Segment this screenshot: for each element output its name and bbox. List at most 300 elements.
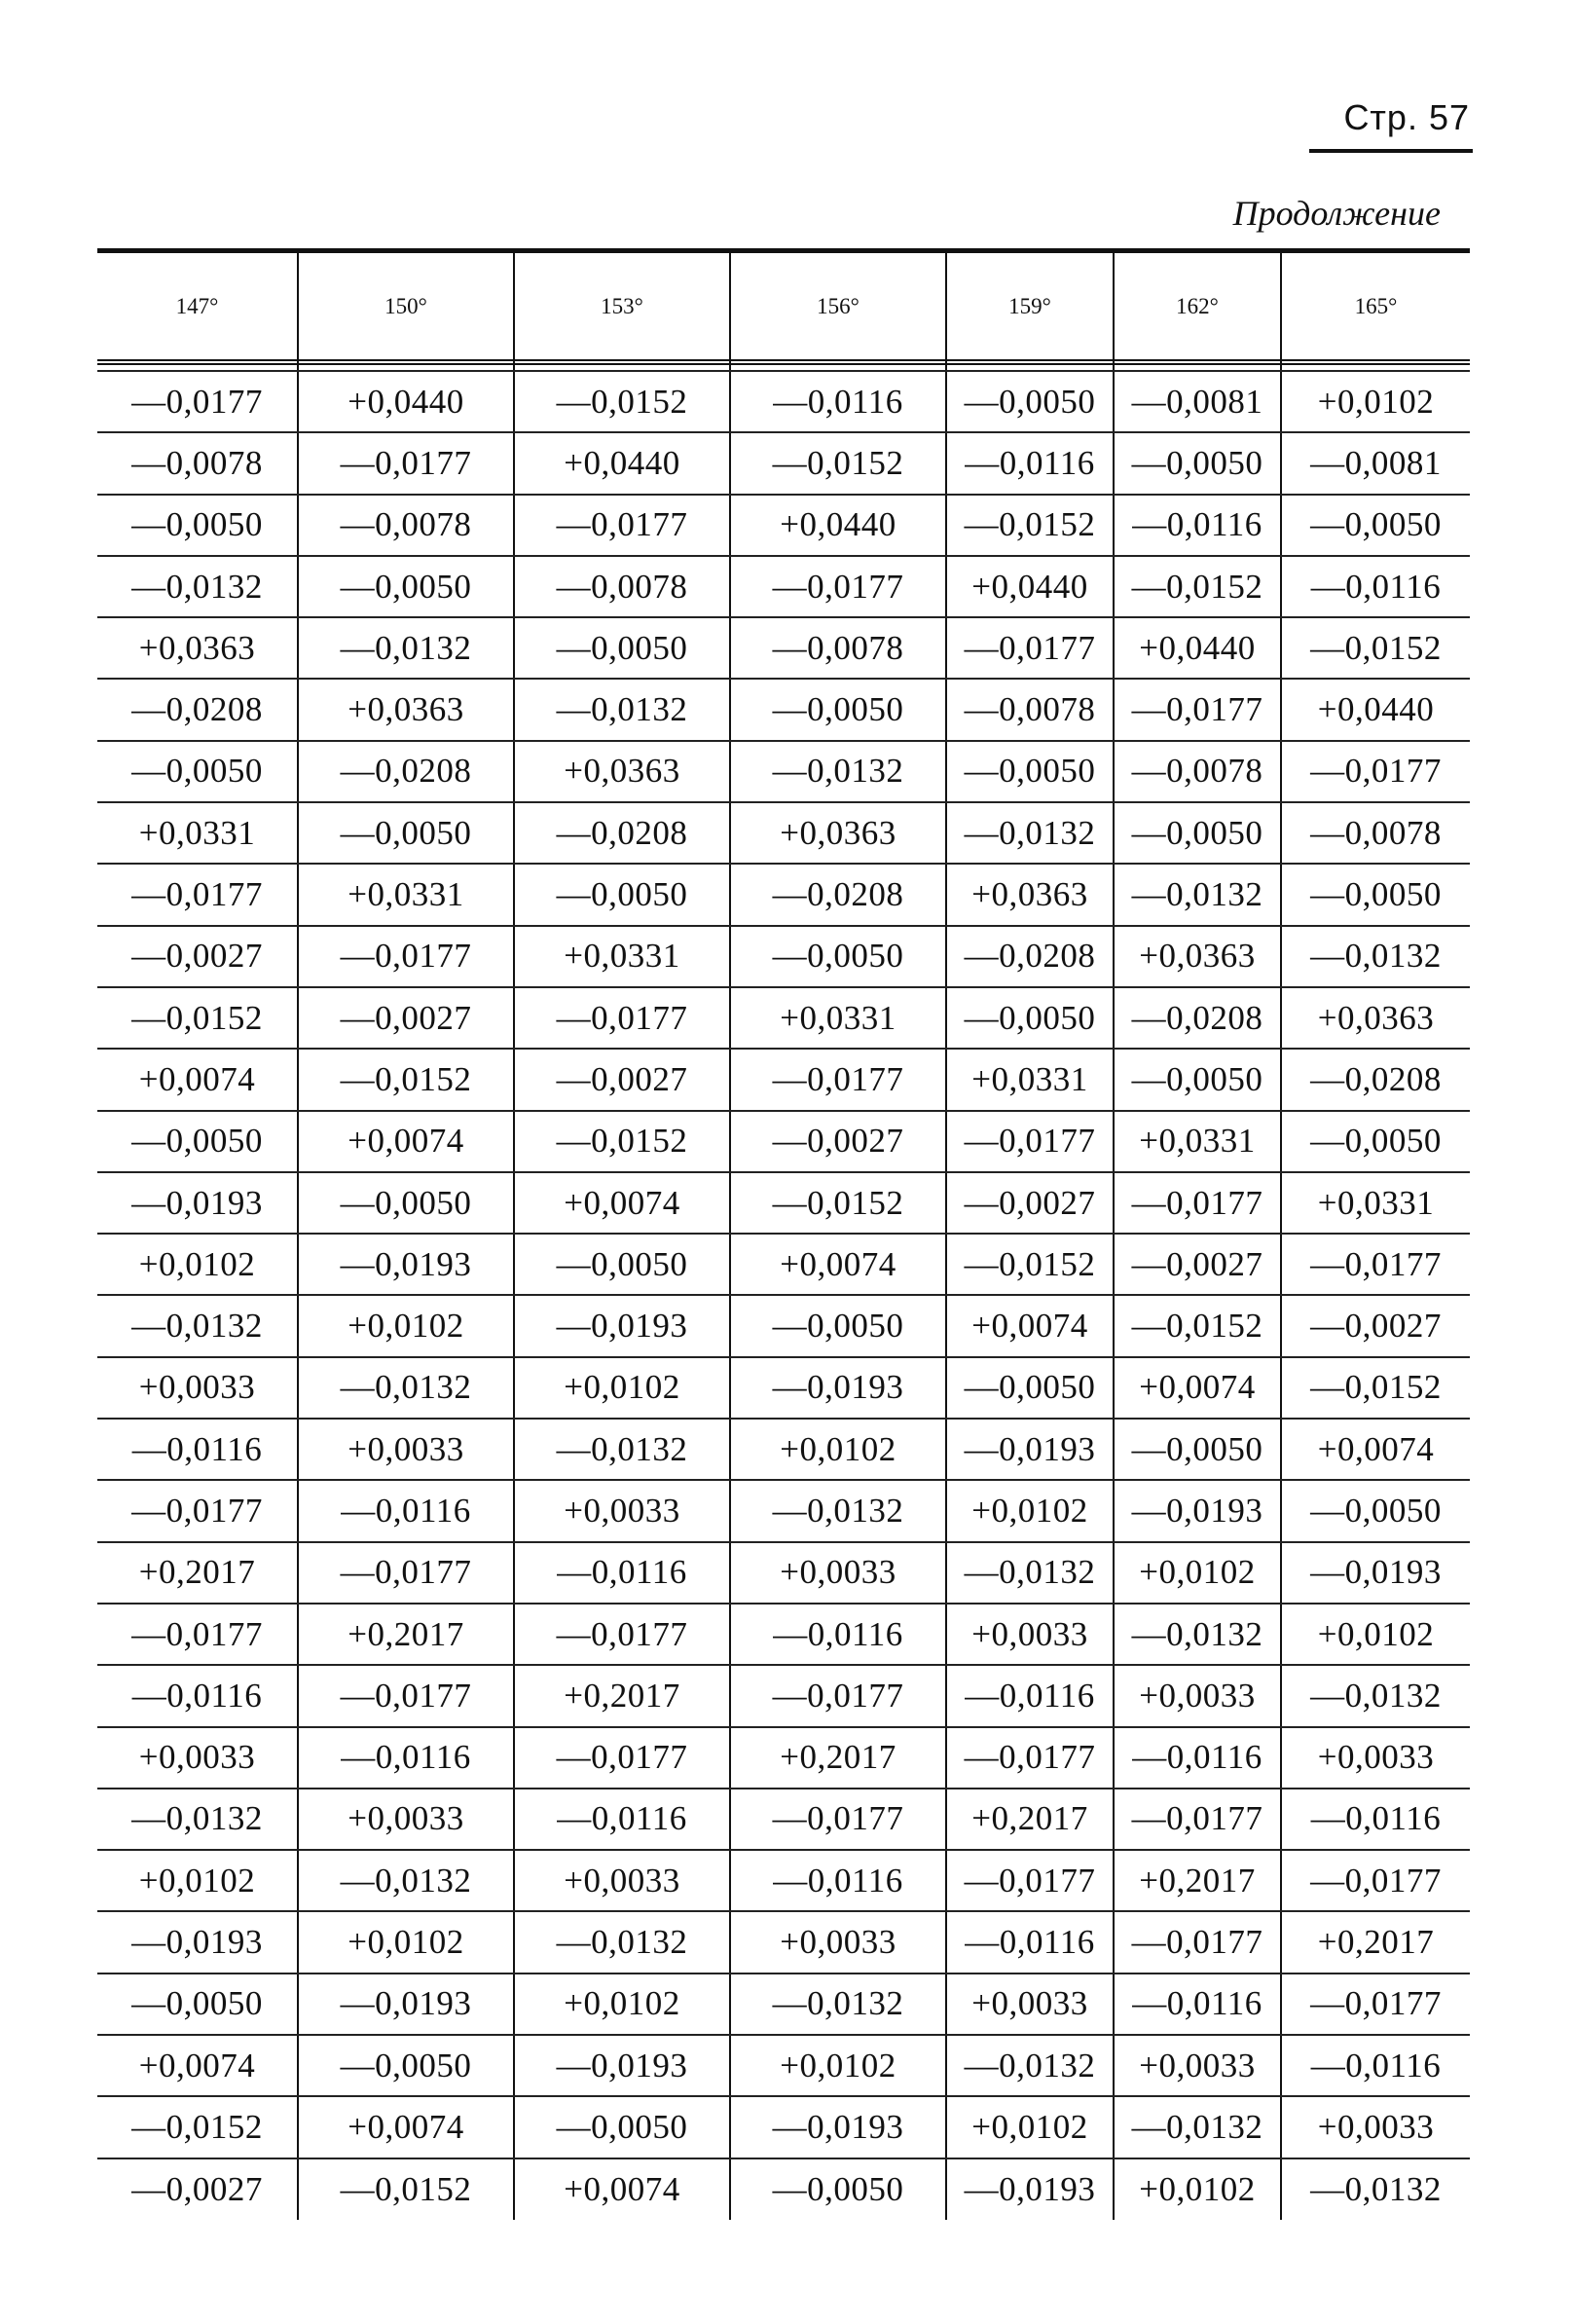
table-cell [1114, 802, 1281, 864]
table-cell [298, 679, 514, 740]
cell-value: —0,0132 [340, 1861, 472, 1900]
cell-value: —0,0116 [1132, 1984, 1262, 2023]
table-cell [514, 1172, 730, 1234]
cell-value: +0,0102 [1317, 1614, 1435, 1653]
table-cell [514, 1974, 730, 2035]
table-cell [97, 987, 298, 1049]
cell-value: +0,0102 [348, 1923, 464, 1962]
cell-value: —0,0027 [772, 1122, 904, 1161]
table-cell [946, 1911, 1114, 1973]
column-header: 159° [946, 253, 1114, 359]
continuation-label: Продолжение [1232, 194, 1441, 233]
table-cell [97, 1049, 298, 1110]
table-cell [298, 1357, 514, 1419]
cell-value: —0,0177 [1310, 1244, 1442, 1283]
cell-value: —0,0208 [340, 752, 472, 791]
table-cell [298, 1974, 514, 2035]
cell-value: —0,0208 [556, 813, 688, 852]
table-row [97, 1604, 1470, 1665]
table-cell [298, 556, 514, 617]
table-cell [514, 1604, 730, 1665]
column-header: 156° [730, 253, 946, 359]
cell-value: +0,0363 [1317, 998, 1435, 1037]
table-cell [298, 1172, 514, 1234]
table-row [97, 2035, 1470, 2096]
table-cell [298, 926, 514, 987]
table-cell [1281, 987, 1470, 1049]
cell-value: —0,0193 [340, 1984, 472, 2023]
table-cell [514, 1295, 730, 1356]
cell-value: +0,0102 [138, 1244, 256, 1283]
cell-value: +0,0331 [1139, 1122, 1256, 1161]
table-cell [946, 1850, 1114, 1911]
table-cell [298, 2158, 514, 2220]
table-cell [298, 1542, 514, 1604]
cell-value: —0,0050 [772, 937, 904, 976]
cell-value: —0,0027 [340, 998, 472, 1037]
spacer-cell [946, 359, 1114, 371]
table-cell [1281, 2096, 1470, 2158]
cell-value: —0,0193 [556, 2046, 688, 2084]
cell-value: +0,0074 [971, 1307, 1088, 1346]
cell-value: +0,2017 [348, 1614, 464, 1653]
cell-value: —0,0177 [340, 443, 472, 482]
cell-value: +0,0074 [780, 1244, 896, 1283]
cell-value: —0,0116 [131, 1429, 263, 1468]
table-cell [298, 371, 514, 432]
cell-value: +0,0033 [348, 1799, 464, 1838]
cell-value: —0,0078 [556, 567, 688, 606]
cell-value: —0,0050 [964, 752, 1096, 791]
table-cell [1281, 679, 1470, 740]
cell-value: —0,0132 [340, 1368, 472, 1407]
table-cell [97, 926, 298, 987]
cell-value: —0,0050 [1131, 1429, 1263, 1468]
table-cell [298, 1295, 514, 1356]
table-cell [730, 495, 946, 556]
cell-value: —0,0050 [772, 2169, 904, 2208]
table-cell [97, 1789, 298, 1850]
cell-value: +0,0033 [1139, 2046, 1256, 2084]
table-cell [514, 2096, 730, 2158]
cell-value: —0,0050 [1131, 443, 1263, 482]
table-row [97, 802, 1470, 864]
cell-value: —0,0193 [772, 1368, 904, 1407]
cell-value: +0,0102 [1317, 382, 1435, 421]
cell-value: —0,0132 [131, 1799, 263, 1838]
table-cell [1281, 864, 1470, 925]
cell-value: —0,0050 [556, 2107, 688, 2146]
table-cell [1114, 495, 1281, 556]
table-cell [946, 556, 1114, 617]
cell-value: —0,0116 [557, 1553, 687, 1592]
table-cell [946, 495, 1114, 556]
cell-value: —0,0027 [131, 2169, 263, 2208]
cell-value: —0,0132 [964, 1553, 1096, 1592]
cell-value: —0,0050 [131, 1122, 263, 1161]
cell-value: —0,0078 [1131, 752, 1263, 791]
table-cell [730, 1665, 946, 1726]
table-cell [1114, 1172, 1281, 1234]
cell-value: —0,0116 [965, 443, 1095, 482]
table-cell [1114, 1789, 1281, 1850]
table-cell [514, 1357, 730, 1419]
table-cell [946, 1974, 1114, 2035]
cell-value: —0,0050 [556, 875, 688, 914]
cell-value: —0,0116 [341, 1738, 471, 1777]
table-cell [298, 617, 514, 679]
cell-value: —0,0050 [556, 628, 688, 667]
table-cell [946, 987, 1114, 1049]
table-cell [97, 1295, 298, 1356]
cell-value: —0,0152 [556, 382, 688, 421]
table-cell [1281, 1357, 1470, 1419]
table-cell [1114, 1665, 1281, 1726]
cell-value: +0,0102 [564, 1984, 680, 2023]
table-cell [1281, 1172, 1470, 1234]
table-cell [1281, 1542, 1470, 1604]
cell-value: +0,0102 [971, 2107, 1088, 2146]
cell-value: +0,0074 [564, 2169, 680, 2208]
table-cell [1281, 1727, 1470, 1789]
table-row [97, 1727, 1470, 1789]
table-cell [730, 1974, 946, 2035]
cell-value: —0,0132 [1131, 1614, 1263, 1653]
cell-value: +0,0033 [780, 1553, 896, 1592]
cell-value: —0,0027 [964, 1183, 1096, 1222]
cell-value: —0,0152 [964, 1244, 1096, 1283]
cell-value: +0,0033 [138, 1368, 256, 1407]
table-row [97, 1480, 1470, 1541]
cell-value: +0,0331 [780, 998, 896, 1037]
column-header: 162° [1114, 253, 1281, 359]
cell-value: +0,2017 [780, 1738, 896, 1777]
cell-value: —0,0208 [964, 937, 1096, 976]
table-cell [946, 1357, 1114, 1419]
table-cell [514, 1850, 730, 1911]
table-cell [730, 741, 946, 802]
table-cell [730, 1727, 946, 1789]
table-cell [97, 1542, 298, 1604]
table-cell [946, 1111, 1114, 1172]
table-cell [946, 2096, 1114, 2158]
table-cell [730, 679, 946, 740]
cell-value: —0,0152 [1310, 628, 1442, 667]
table-cell [97, 1357, 298, 1419]
cell-value: —0,0177 [556, 998, 688, 1037]
table-cell [1281, 1295, 1470, 1356]
table-cell [1114, 1357, 1281, 1419]
cell-value: —0,0132 [1310, 937, 1442, 976]
table-cell [730, 926, 946, 987]
table-row [97, 1850, 1470, 1911]
table-cell [97, 1727, 298, 1789]
table-cell [946, 1727, 1114, 1789]
cell-value: +0,0102 [348, 1307, 464, 1346]
cell-value: —0,0177 [1310, 1861, 1442, 1900]
cell-value: —0,0152 [131, 2107, 263, 2146]
cell-value: —0,0193 [340, 1244, 472, 1283]
table-cell [514, 1049, 730, 1110]
table-cell [298, 987, 514, 1049]
page-number-rule [1309, 149, 1473, 153]
table-cell [1114, 1974, 1281, 2035]
cell-value: —0,0132 [556, 1923, 688, 1962]
table-cell [97, 1480, 298, 1541]
table-cell [298, 802, 514, 864]
table-cell [514, 556, 730, 617]
table-cell [730, 1604, 946, 1665]
table-cell [730, 2035, 946, 2096]
cell-value: —0,0177 [340, 1676, 472, 1715]
cell-value: —0,0116 [1310, 2046, 1442, 2084]
table-cell [298, 495, 514, 556]
cell-value: —0,0177 [131, 875, 263, 914]
table-spacer-row [97, 359, 1470, 371]
table-cell [946, 2158, 1114, 2220]
cell-value: —0,0208 [131, 690, 263, 729]
table-row [97, 495, 1470, 556]
cell-value: —0,0132 [1310, 2169, 1442, 2208]
cell-value: —0,0132 [131, 567, 263, 606]
table-cell [730, 802, 946, 864]
cell-value: —0,0050 [964, 998, 1096, 1037]
table-row [97, 926, 1470, 987]
table-cell [97, 1974, 298, 2035]
cell-value: —0,0078 [340, 505, 472, 544]
table-cell [514, 1480, 730, 1541]
cell-value: +0,0363 [780, 813, 896, 852]
table-cell [730, 1172, 946, 1234]
table-cell [514, 2158, 730, 2220]
cell-value: —0,0208 [1131, 998, 1263, 1037]
table-cell [1281, 1911, 1470, 1973]
table-cell [514, 1234, 730, 1295]
table-cell [946, 679, 1114, 740]
table-cell [514, 617, 730, 679]
table-cell [1281, 1111, 1470, 1172]
table-cell [1114, 1049, 1281, 1110]
table-cell [298, 1911, 514, 1973]
cell-value: —0,0177 [772, 1676, 904, 1715]
cell-value: +0,0363 [138, 628, 256, 667]
cell-value: +0,0033 [971, 1984, 1088, 2023]
table-cell [1114, 2158, 1281, 2220]
table-row [97, 617, 1470, 679]
table-row [97, 679, 1470, 740]
cell-value: —0,0177 [340, 1553, 472, 1592]
cell-value: +0,0331 [348, 875, 464, 914]
cell-value: —0,0050 [131, 505, 263, 544]
table-cell [298, 864, 514, 925]
cell-value: —0,0116 [131, 1676, 263, 1715]
table-row [97, 556, 1470, 617]
table-cell [946, 1604, 1114, 1665]
table-cell [1114, 1850, 1281, 1911]
cell-value: +0,0440 [348, 382, 464, 421]
table-row [97, 1111, 1470, 1172]
cell-value: —0,0177 [1131, 1799, 1263, 1838]
cell-value: —0,0132 [772, 1984, 904, 2023]
table-cell [97, 679, 298, 740]
cell-value: +0,0363 [348, 690, 464, 729]
table-cell [97, 802, 298, 864]
spacer-cell [1281, 359, 1470, 371]
cell-value: —0,0177 [1131, 1183, 1263, 1222]
table-cell [730, 1234, 946, 1295]
table-cell [946, 371, 1114, 432]
table-cell [1114, 864, 1281, 925]
table-cell [514, 987, 730, 1049]
spacer-cell [97, 359, 298, 371]
cell-value: —0,0132 [131, 1307, 263, 1346]
cell-value: —0,0081 [1310, 443, 1442, 482]
cell-value: +0,0363 [971, 875, 1088, 914]
cell-value: —0,0132 [1131, 875, 1263, 914]
table-cell [946, 1419, 1114, 1480]
cell-value: —0,0027 [1310, 1307, 1442, 1346]
cell-value: —0,0208 [1310, 1059, 1442, 1098]
table-cell [97, 1665, 298, 1726]
table-cell [946, 1049, 1114, 1110]
cell-value: +0,0440 [971, 567, 1088, 606]
table-cell [1281, 1234, 1470, 1295]
cell-value: +0,0440 [780, 505, 896, 544]
table-cell [514, 1419, 730, 1480]
table-row [97, 1357, 1470, 1419]
table-cell [298, 1850, 514, 1911]
table-cell [1281, 371, 1470, 432]
spacer-cell [514, 359, 730, 371]
table-cell [97, 371, 298, 432]
cell-value: +0,0074 [138, 2046, 256, 2084]
table-row [97, 432, 1470, 494]
table-cell [97, 1604, 298, 1665]
table-cell [97, 556, 298, 617]
table-cell [1114, 2096, 1281, 2158]
cell-value: —0,0027 [131, 937, 263, 976]
cell-value: —0,0177 [556, 1614, 688, 1653]
table-cell [730, 987, 946, 1049]
cell-value: —0,0152 [340, 2169, 472, 2208]
table-cell [1281, 1480, 1470, 1541]
cell-value: —0,0078 [1310, 813, 1442, 852]
table-cell [1114, 1234, 1281, 1295]
cell-value: —0,0050 [1310, 1122, 1442, 1161]
cell-value: —0,0050 [964, 382, 1096, 421]
cell-value: —0,0027 [1131, 1244, 1263, 1283]
page-number: Стр. 57 [1343, 97, 1470, 137]
cell-value: —0,0177 [340, 937, 472, 976]
table-cell [97, 432, 298, 494]
table-cell [514, 2035, 730, 2096]
table-cell [298, 1604, 514, 1665]
cell-value: —0,0116 [557, 1799, 687, 1838]
table-cell [1114, 556, 1281, 617]
cell-value: +0,0331 [564, 937, 680, 976]
table-cell [1114, 1419, 1281, 1480]
cell-value: +0,0331 [971, 1059, 1088, 1098]
cell-value: —0,0050 [340, 2046, 472, 2084]
table-cell [730, 1480, 946, 1541]
table-cell [514, 1789, 730, 1850]
table-row [97, 1911, 1470, 1973]
cell-value: —0,0177 [131, 1614, 263, 1653]
table-cell [946, 1234, 1114, 1295]
cell-value: +0,0331 [1317, 1183, 1435, 1222]
table-cell [730, 2096, 946, 2158]
table-body [97, 359, 1470, 2220]
table-cell [1114, 741, 1281, 802]
cell-value: +0,0033 [564, 1861, 680, 1900]
cell-value: +0,0102 [1139, 2169, 1256, 2208]
table-row [97, 2158, 1470, 2220]
cell-value: +0,0033 [780, 1923, 896, 1962]
table-cell [97, 2035, 298, 2096]
table-cell [946, 1542, 1114, 1604]
spacer-cell [298, 359, 514, 371]
cell-value: —0,0193 [964, 1429, 1096, 1468]
cell-value: +0,0440 [1317, 690, 1435, 729]
cell-value: —0,0050 [1310, 1491, 1442, 1530]
cell-value: +0,0074 [348, 1122, 464, 1161]
cell-value: —0,0193 [131, 1923, 263, 1962]
table-cell [97, 2096, 298, 2158]
cell-value: —0,0027 [556, 1059, 688, 1098]
table-cell [298, 2096, 514, 2158]
cell-value: —0,0050 [340, 1183, 472, 1222]
table-cell [946, 2035, 1114, 2096]
table-cell [1281, 1974, 1470, 2035]
table-cell [730, 371, 946, 432]
column-header: 147° [175, 293, 219, 318]
cell-value: —0,0177 [772, 1799, 904, 1838]
table-cell [1281, 556, 1470, 617]
table-cell [1114, 1727, 1281, 1789]
cell-value: —0,0116 [1310, 1799, 1442, 1838]
cell-value: —0,0116 [341, 1491, 471, 1530]
cell-value: —0,0177 [964, 628, 1096, 667]
table-cell [298, 1480, 514, 1541]
table-cell [514, 1542, 730, 1604]
cell-value: +0,0363 [564, 752, 680, 791]
table-cell [1114, 679, 1281, 740]
table-row [97, 1295, 1470, 1356]
cell-value: —0,0050 [772, 1307, 904, 1346]
table-cell [730, 617, 946, 679]
table-cell [1114, 926, 1281, 987]
cell-value: —0,0177 [772, 1059, 904, 1098]
table-cell [97, 1172, 298, 1234]
table-cell [514, 371, 730, 432]
table-cell [946, 926, 1114, 987]
table-cell [946, 741, 1114, 802]
cell-value: +0,0033 [564, 1491, 680, 1530]
table-cell [946, 1665, 1114, 1726]
table-cell [514, 926, 730, 987]
table-cell [97, 864, 298, 925]
cell-value: +0,2017 [1317, 1923, 1435, 1962]
cell-value: +0,0074 [1317, 1429, 1435, 1468]
cell-value: —0,0050 [556, 1244, 688, 1283]
cell-value: —0,0177 [131, 382, 263, 421]
table-cell [1281, 802, 1470, 864]
cell-value: +0,0102 [780, 1429, 896, 1468]
cell-value: —0,0177 [1131, 690, 1263, 729]
cell-value: —0,0132 [556, 690, 688, 729]
cell-value: +0,2017 [971, 1799, 1088, 1838]
cell-value: +0,0331 [138, 813, 256, 852]
